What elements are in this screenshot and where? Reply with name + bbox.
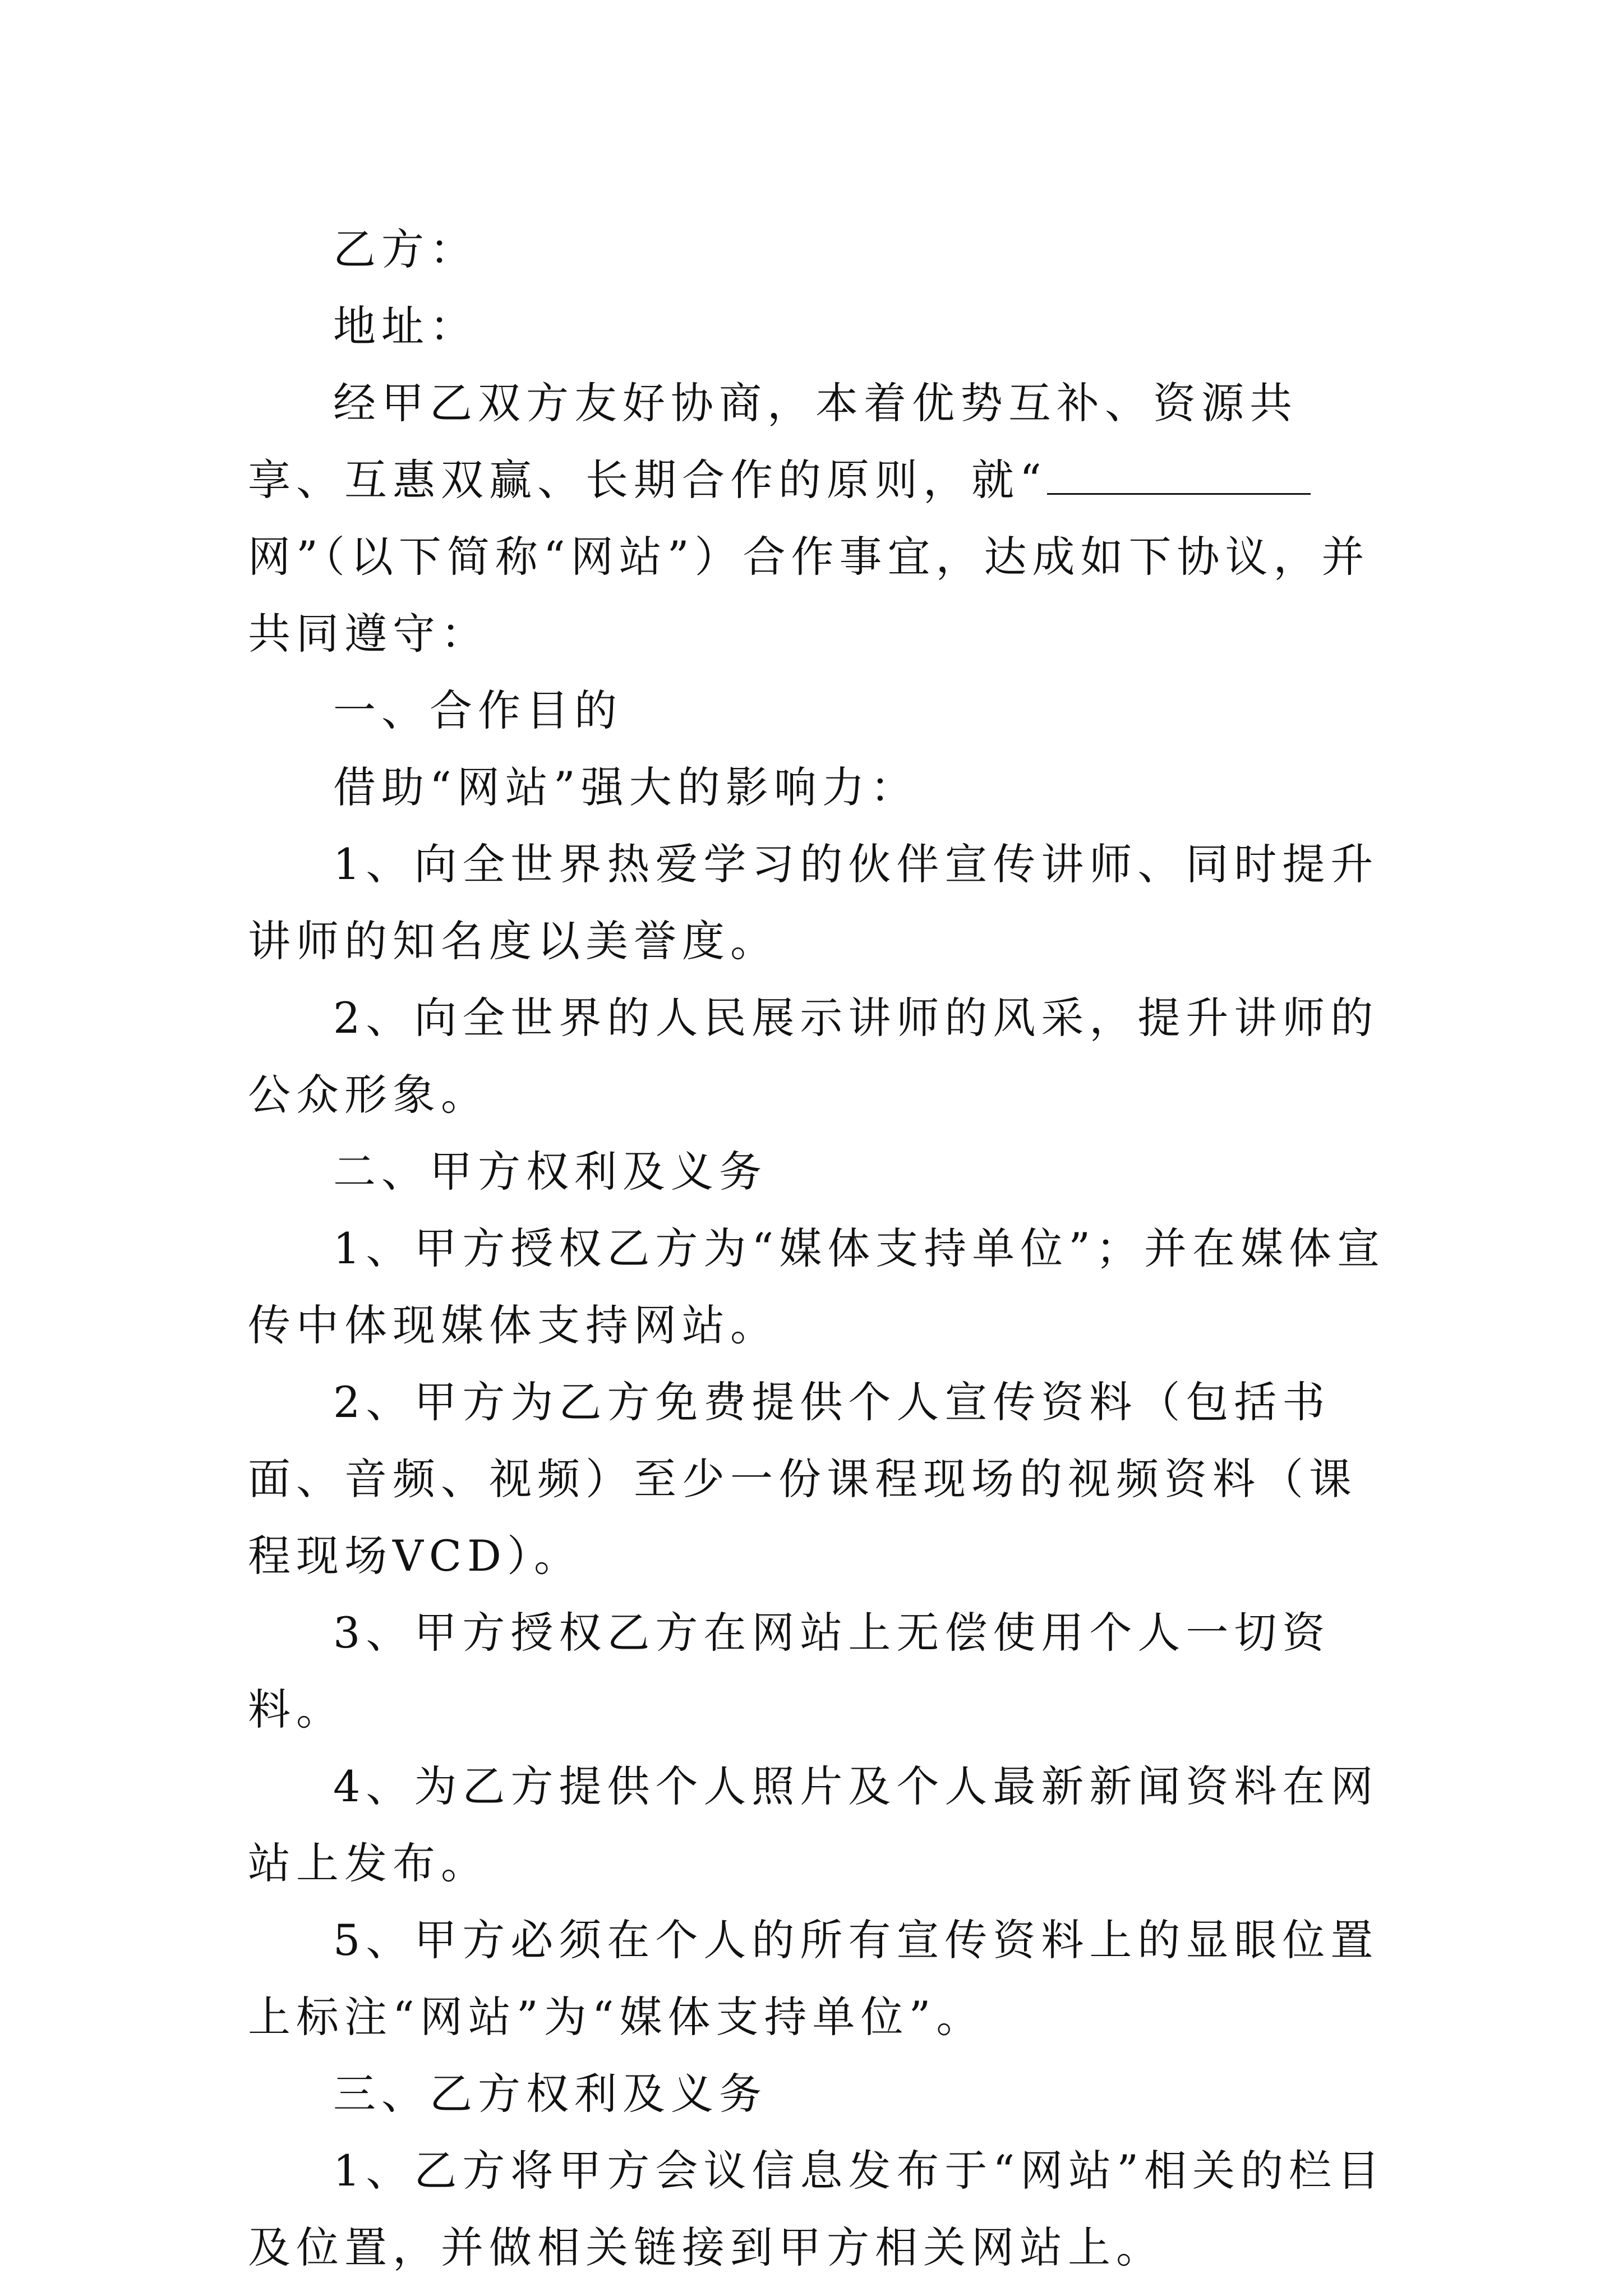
section-heading-purpose: 一、合作目的 <box>333 685 623 735</box>
purpose-lead: 借助“网站”强大的影响力： <box>333 762 919 812</box>
address-line: 地址： <box>333 301 478 351</box>
purpose-item-1: 1、向全世界热爱学习的伙伴宣传讲师、同时提升讲师的知名度以美誉度。 <box>248 839 1379 966</box>
purpose-item-2: 2、向全世界的人民展示讲师的风采，提升讲师的公众形象。 <box>248 993 1379 1120</box>
party-a-item-4: 4、为乙方提供个人照片及个人最新新闻资料在网站上发布。 <box>248 1761 1379 1888</box>
intro-text-after-blank: 网”（以下简称“网站”）合作事宜，达成如下协议，并共同遵守： <box>248 532 1370 659</box>
party-b-line: 乙方： <box>333 224 478 274</box>
party-a-item-1: 1、甲方授权乙方为“媒体支持单位”；并在媒体宣传中体现媒体支持网站。 <box>248 1223 1386 1350</box>
document-body <box>248 211 1392 2286</box>
party-a-item-3: 3、甲方授权乙方在网站上无偿使用个人一切资料。 <box>248 1608 1331 1734</box>
party-a-item-5: 5、甲方必须在个人的所有宣传资料上的显眼位置上标注“网站”为“媒体支持单位”。 <box>248 1915 1379 2042</box>
party-a-item-2: 2、甲方为乙方免费提供个人宣传资料（包括书面、音频、视频）至少一份课程现场的视频资料（课程现场VCD）。 <box>248 1377 1357 1581</box>
section-heading-party-b: 三、乙方权利及义务 <box>333 2069 767 2119</box>
intro-text-before-blank: 经甲乙双方友好协商，本着优势互补、资源共享、互惠双赢、长期合作的原则，就“ <box>248 378 1298 505</box>
website-name-blank <box>1047 457 1311 495</box>
party-b-item-1: 1、乙方将甲方会议信息发布于“网站”相关的栏目及位置，并做相关链接到甲方相关网站上。 <box>248 2146 1386 2272</box>
intro-paragraph <box>248 365 1392 672</box>
section-heading-party-a: 二、甲方权利及义务 <box>333 1147 767 1197</box>
